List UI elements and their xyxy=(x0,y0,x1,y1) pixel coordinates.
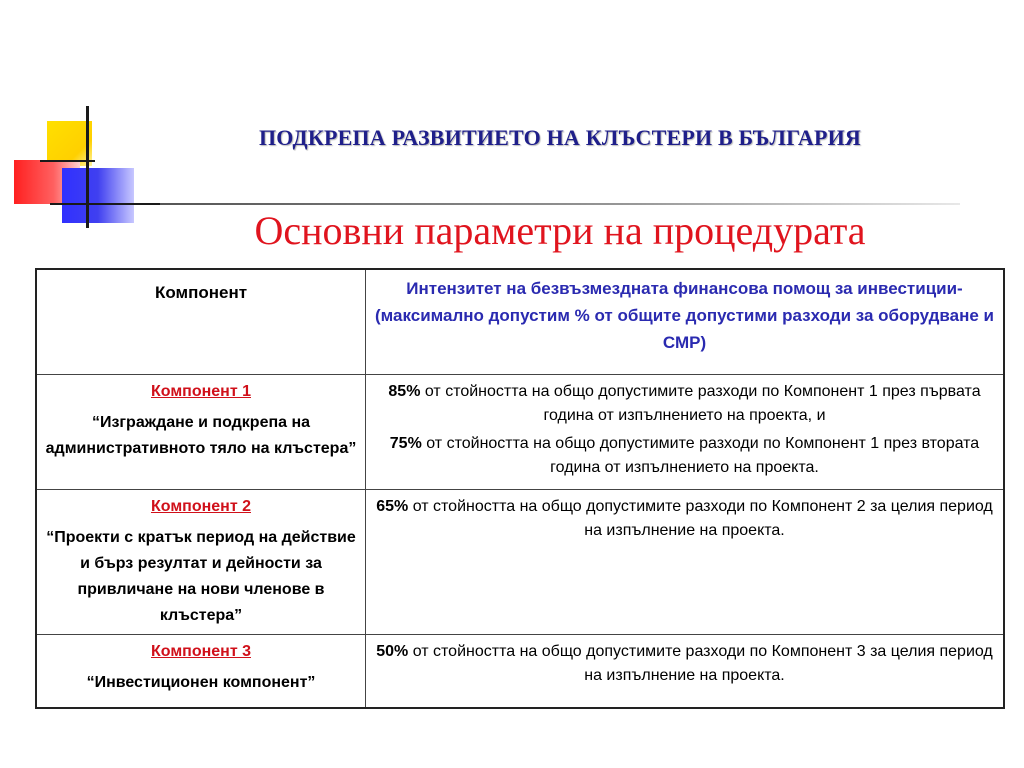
table-header-row xyxy=(36,269,1004,375)
component-name: Компонент 3 xyxy=(150,643,251,660)
intensity-cell xyxy=(366,375,1005,490)
logo-horizontal-line xyxy=(40,160,95,162)
intensity-percent: 65% xyxy=(376,498,409,515)
intensity-paragraph xyxy=(374,640,995,688)
intensity-percent: 85% xyxy=(388,383,421,400)
intensity-text: от стойността на общо допустимите разходи по Компонент 1 през първата година от изпълнението на проекта, и xyxy=(420,383,981,424)
intensity-text: от стойността на общо допустимите разходи по Компонент 2 за целия период на изпълнение на проекта. xyxy=(408,498,993,539)
intensity-text: от стойността на общо допустимите разходи по Компонент 3 за целия период на изпълнение на проекта. xyxy=(408,643,993,684)
component-description: “Инвестиционен компонент” xyxy=(86,674,316,691)
intensity-cell xyxy=(366,635,1005,709)
logo-blue-square xyxy=(62,168,134,223)
intensity-percent: 50% xyxy=(376,643,409,660)
intensity-cell xyxy=(366,490,1005,635)
table-row xyxy=(36,635,1004,709)
component-description: “Проекти с кратък период на действие и бърз резултат и дейности за привличане на нови членове в клъстера” xyxy=(46,529,356,624)
component-description: “Изграждане и подкрепа на административното тяло на клъстера” xyxy=(45,414,357,457)
intensity-paragraph xyxy=(374,432,995,480)
table-row xyxy=(36,375,1004,490)
page-subtitle: Основни параметри на процедурата xyxy=(254,208,866,253)
logo-horizontal-line-lower xyxy=(50,203,170,205)
parameters-table xyxy=(35,268,1005,709)
intensity-paragraph xyxy=(374,495,995,543)
intensity-percent: 75% xyxy=(389,435,422,452)
component-cell xyxy=(36,375,366,490)
header-cell-component xyxy=(36,269,366,375)
header-intensity-label: Интензитет на безвъзмездната финансова помощ за инвестиции- (максимално допустим % от общите допустими разходи за оборудване и СМР) xyxy=(374,279,994,352)
component-name: Компонент 2 xyxy=(150,498,251,515)
page-title: ПОДКРЕПА РАЗВИТИЕТО НА КЛЪСТЕРИ В БЪЛГАРИЯ xyxy=(258,125,862,150)
component-name: Компонент 1 xyxy=(150,383,251,400)
component-cell xyxy=(36,490,366,635)
table-row xyxy=(36,490,1004,635)
intensity-paragraph xyxy=(374,380,995,428)
logo-vertical-line xyxy=(86,106,89,228)
title-divider xyxy=(160,203,960,205)
component-cell xyxy=(36,635,366,709)
logo-squares-icon xyxy=(0,0,160,240)
header-component-label: Компонент xyxy=(154,283,248,302)
header-cell-intensity xyxy=(366,269,1005,375)
intensity-text: от стойността на общо допустимите разходи по Компонент 1 през втората година от изпълнението на проекта. xyxy=(421,435,980,476)
